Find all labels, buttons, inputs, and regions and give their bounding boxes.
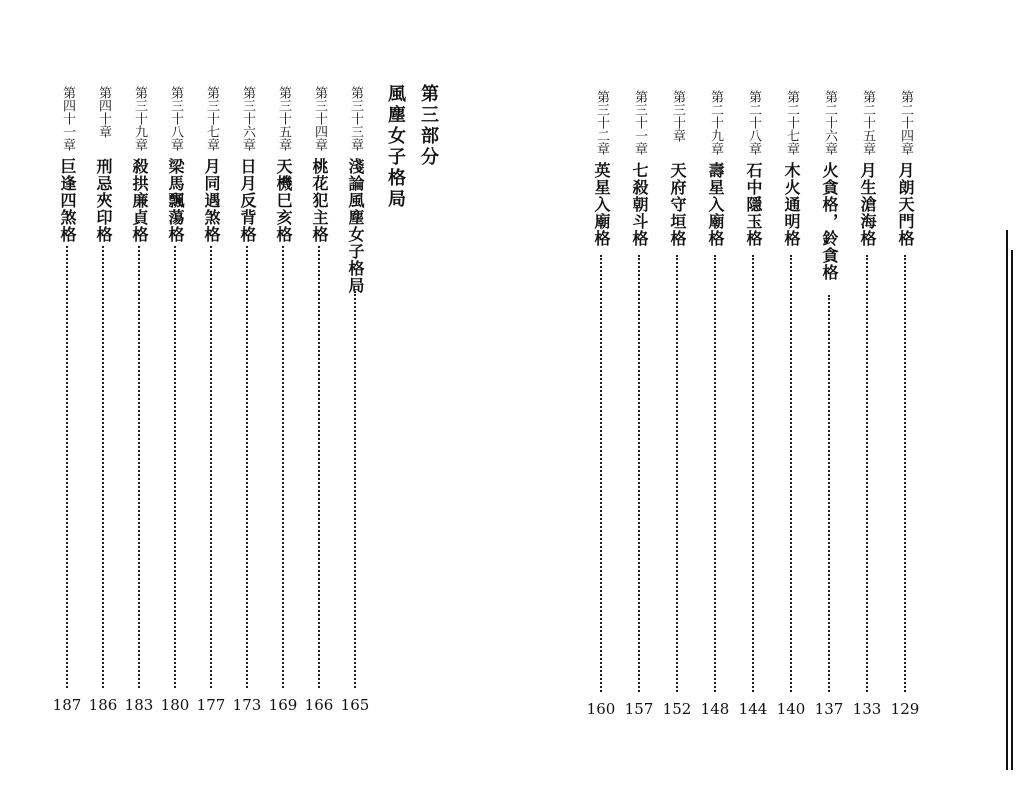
toc-entry — [738, 90, 768, 718]
toc-entry — [268, 86, 298, 714]
chapter-title: 木火通明格 — [782, 162, 801, 247]
toc-entry — [586, 90, 616, 718]
toc-entry — [124, 86, 154, 714]
chapter-number: 第三十三章 — [348, 86, 363, 151]
part-title-line2: 風塵女子格局 — [385, 84, 406, 210]
chapter-title: 月生滄海格 — [858, 162, 877, 247]
chapter-title: 刑忌夾印格 — [94, 158, 113, 243]
page-number: 180 — [160, 696, 190, 714]
toc-entry — [340, 86, 370, 714]
chapter-title: 淺論風塵女子格局 — [346, 158, 365, 294]
page-number: 160 — [586, 700, 616, 718]
chapter-title: 梁馬飄蕩格 — [166, 158, 185, 243]
chapter-number: 第三十章 — [670, 90, 685, 142]
chapter-title: 天府守垣格 — [668, 162, 687, 247]
toc-entry — [160, 86, 190, 714]
chapter-title: 火貪格，鈴貪格 — [820, 162, 839, 281]
dot-leader — [354, 291, 356, 688]
chapter-title: 英星入廟格 — [592, 162, 611, 247]
chapter-title: 石中隱玉格 — [744, 162, 763, 247]
chapter-number: 第三十五章 — [276, 86, 291, 151]
toc-entry — [624, 90, 654, 718]
dot-leader — [138, 246, 140, 688]
chapter-title: 巨逢四煞格 — [58, 158, 77, 243]
chapter-number: 第二十九章 — [708, 90, 723, 155]
page-number: 144 — [738, 700, 768, 718]
chapter-number: 第三十九章 — [132, 86, 147, 151]
page-number: 186 — [88, 696, 118, 714]
toc-entry — [700, 90, 730, 718]
chapter-title: 壽星入廟格 — [706, 162, 725, 247]
toc-entry — [662, 90, 692, 718]
chapter-number: 第三十四章 — [312, 86, 327, 151]
dot-leader — [102, 246, 104, 688]
toc-entry — [852, 90, 882, 718]
chapter-number: 第二十四章 — [898, 90, 913, 155]
dot-leader — [174, 246, 176, 688]
toc-entry — [196, 86, 226, 714]
chapter-number: 第三十八章 — [168, 86, 183, 151]
page-number: 157 — [624, 700, 654, 718]
page-number: 129 — [890, 700, 920, 718]
chapter-number: 第三十七章 — [204, 86, 219, 151]
dot-leader — [828, 295, 830, 692]
dot-leader — [714, 255, 716, 692]
dot-leader — [66, 246, 68, 688]
page-number: 169 — [268, 696, 298, 714]
dot-leader — [600, 255, 602, 692]
chapter-title: 七殺朝斗格 — [630, 162, 649, 247]
chapter-number: 第二十七章 — [784, 90, 799, 155]
dot-leader — [790, 255, 792, 692]
dot-leader — [676, 255, 678, 692]
page-number: 133 — [852, 700, 882, 718]
page-number: 166 — [304, 696, 334, 714]
chapter-number: 第三十一章 — [632, 90, 647, 155]
page-number: 148 — [700, 700, 730, 718]
page-number: 177 — [196, 696, 226, 714]
toc-entry — [890, 90, 920, 718]
chapter-title: 月同遇煞格 — [202, 158, 221, 243]
chapter-number: 第三十二章 — [594, 90, 609, 155]
page-number: 140 — [776, 700, 806, 718]
dot-leader — [752, 255, 754, 692]
chapter-title: 月朗天門格 — [896, 162, 915, 247]
chapter-title: 天機巳亥格 — [274, 158, 293, 243]
chapter-title: 桃花犯主格 — [310, 158, 329, 243]
dot-leader — [638, 255, 640, 692]
chapter-number: 第二十六章 — [822, 90, 837, 155]
page-edge-line — [1011, 250, 1013, 770]
dot-leader — [210, 246, 212, 688]
page-number: 137 — [814, 700, 844, 718]
dot-leader — [318, 246, 320, 688]
part-title-line1: 第三部分 — [418, 84, 439, 168]
chapter-number: 第二十八章 — [746, 90, 761, 155]
toc-entry — [52, 86, 82, 714]
page-number: 165 — [340, 696, 370, 714]
dot-leader — [282, 246, 284, 688]
dot-leader — [904, 255, 906, 692]
toc-entry — [814, 90, 844, 718]
page-number: 173 — [232, 696, 262, 714]
page-number: 183 — [124, 696, 154, 714]
page-number: 152 — [662, 700, 692, 718]
chapter-title: 殺拱廉貞格 — [130, 158, 149, 243]
chapter-number: 第三十六章 — [240, 86, 255, 151]
toc-entry — [88, 86, 118, 714]
toc-entry — [232, 86, 262, 714]
chapter-title: 日月反背格 — [238, 158, 257, 243]
dot-leader — [866, 255, 868, 692]
chapter-number: 第四十章 — [96, 86, 111, 138]
page-edge-line — [1006, 230, 1008, 770]
right-page — [512, 0, 1024, 793]
toc-entry — [304, 86, 334, 714]
toc-entry — [776, 90, 806, 718]
chapter-number: 第四十一章 — [60, 86, 75, 151]
chapter-number: 第二十五章 — [860, 90, 875, 155]
dot-leader — [246, 246, 248, 688]
page-number: 187 — [52, 696, 82, 714]
